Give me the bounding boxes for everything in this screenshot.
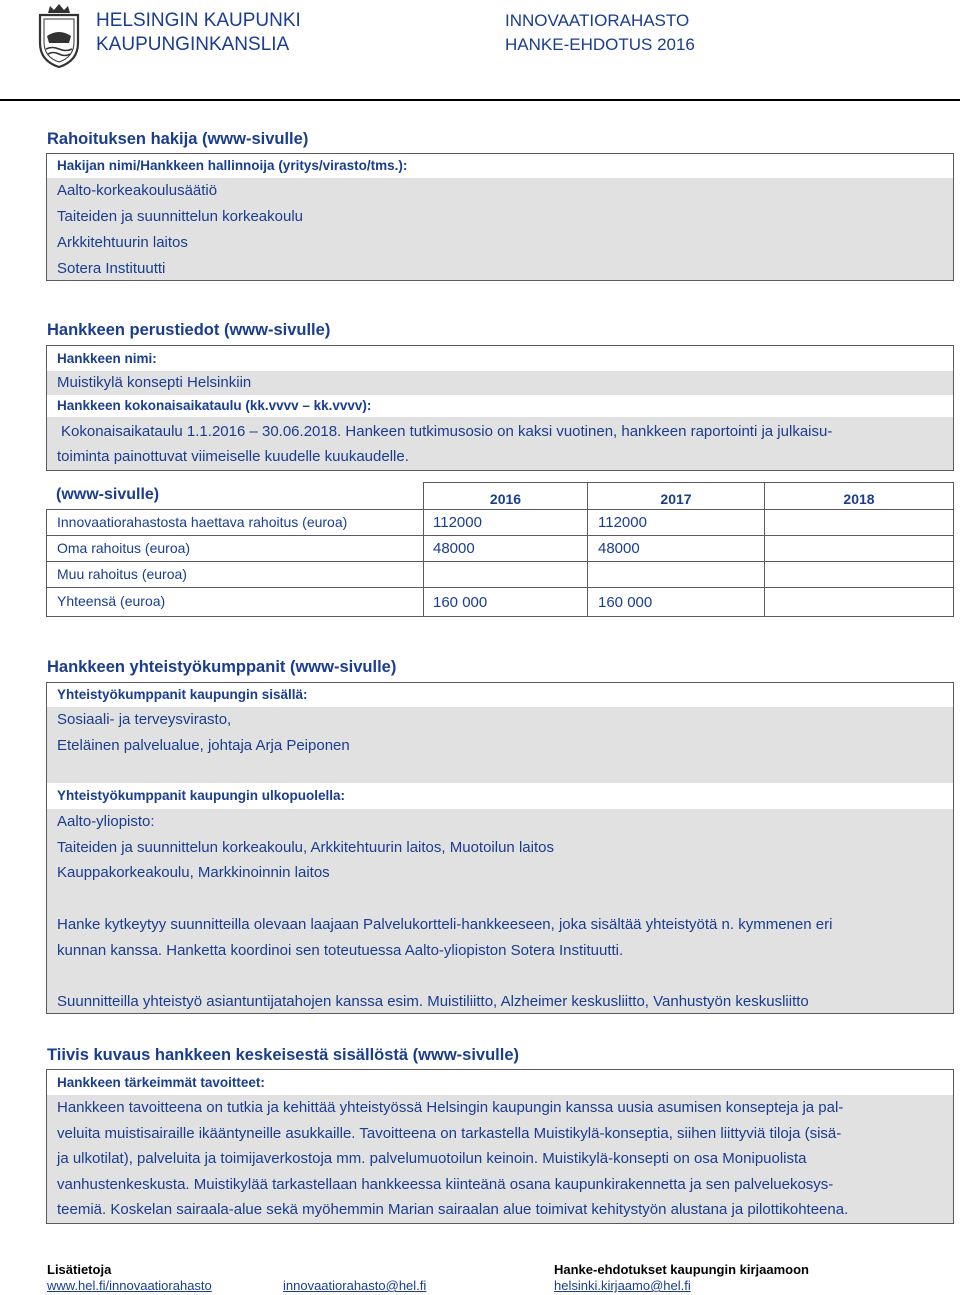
budget-value[interactable]: 48000: [433, 540, 475, 557]
budget-year-2017: 2017: [660, 491, 692, 507]
partners-box: [46, 682, 954, 1014]
partners-outside-label: Yhteistyökumppanit kaupungin ulkopuolella:: [57, 788, 346, 803]
schedule-line-2: toiminta painottuvat viimeiselle kuudelle kuukaudelle.: [57, 448, 409, 465]
budget-value[interactable]: 160 000: [598, 594, 653, 611]
partners-inside-label: Yhteistyökumppanit kaupungin sisällä:: [57, 687, 308, 702]
budget-year-2016: 2016: [489, 491, 522, 507]
budget-year-cell: [587, 482, 765, 510]
budget-year-2018: 2018: [843, 491, 875, 507]
footer-info-link[interactable]: www.hel.fi/innovaatiorahasto: [47, 1278, 212, 1293]
budget-value[interactable]: 160 000: [433, 594, 488, 611]
partners-outside-line: Aalto-yliopisto:: [57, 813, 155, 830]
org-line-1: HELSINGIN KAUPUNKI: [96, 10, 301, 31]
budget-table: [46, 482, 954, 617]
summary-line: vanhustenkeskusta. Muistikylää tarkastellaan hankkeessa kiinteänä osana kaupunkirakennetta ja sen palveluekosys-: [57, 1175, 834, 1193]
project-name-value: Muistikylä konsepti Helsinkiin: [57, 374, 252, 391]
page-header: [0, 0, 960, 101]
helsinki-crest-icon: [36, 3, 82, 69]
budget-table-corner: (www-sivulle): [56, 486, 160, 503]
budget-row-label: Oma rahoitus (euroa): [57, 540, 191, 556]
partners-inside-line: Sosiaali- ja terveysvirasto,: [57, 711, 232, 728]
summary-section-title: Tiivis kuvaus hankkeen keskeisestä sisällöstä (www-sivulle): [47, 1046, 520, 1064]
partners-outside-line: kunnan kanssa. Hanketta koordinoi sen toteutuessa Aalto-yliopiston Sotera Instituutti.: [57, 941, 624, 959]
footer-submit-title: Hanke-ehdotukset kaupungin kirjaamoon: [554, 1262, 809, 1277]
summary-box: [46, 1069, 954, 1224]
summary-label: Hankkeen tärkeimmät tavoitteet:: [57, 1075, 265, 1090]
budget-row-label: Yhteensä (euroa): [57, 593, 166, 609]
doc-line-1: INNOVAATIORAHASTO: [505, 11, 690, 30]
project-name-label: Hankkeen nimi:: [57, 351, 157, 366]
schedule-label: Hankkeen kokonaisaikataulu (kk.vvvv – kk.vvvv):: [57, 398, 372, 413]
applicant-box: [46, 153, 954, 281]
document-title: [505, 9, 695, 57]
schedule-field[interactable]: [47, 417, 953, 470]
project-name-field[interactable]: [47, 371, 953, 395]
organization-name: [96, 9, 301, 57]
summary-line: veluita muistisairaille ikääntyneille asukkaille. Tavoitteena on tarkastella Muistikylä-konseptia, siihen liittyviä tiloja (sisä-: [57, 1124, 842, 1142]
partners-outside-field[interactable]: [47, 809, 953, 1013]
summary-line: teemiä. Koskelan sairaala-alue sekä myöhemmin Marian sairaalan alue toimivat kehitystyön alustana ja pilottikohteena.: [57, 1201, 849, 1219]
applicant-line: Sotera Instituutti: [57, 260, 166, 277]
budget-value[interactable]: 48000: [598, 540, 640, 557]
partners-outside-line: Kauppakorkeakoulu, Markkinoinnin laitos: [57, 864, 330, 882]
doc-line-2: HANKE-EHDOTUS 2016: [505, 35, 695, 54]
summary-line: ja ulkotilat), palveluita ja toimijaverkostoja mm. palvelumuotoilun keinoin. Muistikylä-konsepti on osa Monipuolista: [57, 1150, 807, 1168]
summary-line: Hankkeen tavoitteena on tutkia ja kehittää yhteistyössä Helsingin kaupungin kanssa uusia asumisen konsepteja ja pal-: [57, 1099, 844, 1116]
applicant-line: Aalto-korkeakoulusäätiö: [57, 182, 218, 199]
budget-col-divider: [764, 509, 765, 617]
partners-section-title: Hankkeen yhteistyökumppanit (www-sivulle): [47, 658, 397, 676]
budget-value[interactable]: 112000: [433, 514, 482, 531]
partners-inside-line: Eteläinen palvelualue, johtaja Arja Peiponen: [57, 737, 350, 754]
applicant-section-title: Rahoituksen hakija (www-sivulle): [47, 130, 309, 148]
partners-outside-line: Taiteiden ja suunnittelun korkeakoulu, Arkkitehtuurin laitos, Muotoilun laitos: [57, 838, 554, 856]
applicant-line: Taiteiden ja suunnittelun korkeakoulu: [57, 208, 303, 225]
summary-field[interactable]: [47, 1095, 953, 1223]
applicant-label: Hakijan nimi/Hankkeen hallinnoija (yritys/virasto/tms.):: [57, 158, 408, 173]
basics-section-title: Hankkeen perustiedot (www-sivulle): [47, 321, 331, 339]
budget-year-cell: [423, 482, 588, 510]
footer-info-email[interactable]: innovaatiorahasto@hel.fi: [283, 1278, 427, 1293]
applicant-line: Arkkitehtuurin laitos: [57, 234, 188, 251]
footer-info-title: Lisätietoja: [47, 1262, 112, 1277]
schedule-line-1: Kokonaisaikataulu 1.1.2016 – 30.06.2018. Hankeen tutkimusosio on kaksi vuotinen, hankkeen raportointi ja julkaisu-: [61, 423, 833, 440]
budget-row-label: Innovaatiorahastosta haettava rahoitus (euroa): [57, 514, 348, 530]
partners-inside-field[interactable]: [47, 707, 953, 783]
budget-year-cell: [764, 482, 954, 510]
budget-value[interactable]: 112000: [598, 514, 647, 531]
basics-box: [46, 345, 954, 471]
partners-outside-line: Suunnitteilla yhteistyö asiantuntijatahojen kanssa esim. Muistiliitto, Alzheimer keskusliitto, Vanhustyön keskusliitto: [57, 992, 809, 1010]
org-line-2: KAUPUNGINKANSLIA: [96, 34, 290, 55]
partners-outside-spacer: [47, 963, 953, 989]
footer-submit-email[interactable]: helsinki.kirjaamo@hel.fi: [554, 1278, 691, 1293]
budget-row-label: Muu rahoitus (euroa): [57, 566, 187, 582]
partners-outside-line: Hanke kytkeytyy suunnitteilla olevaan laajaan Palvelukortteli-hankkeeseen, joka sisältää yhteistyötä n. kymmenen eri: [57, 915, 833, 933]
partners-outside-spacer: [47, 886, 953, 912]
applicant-field[interactable]: [47, 178, 953, 280]
